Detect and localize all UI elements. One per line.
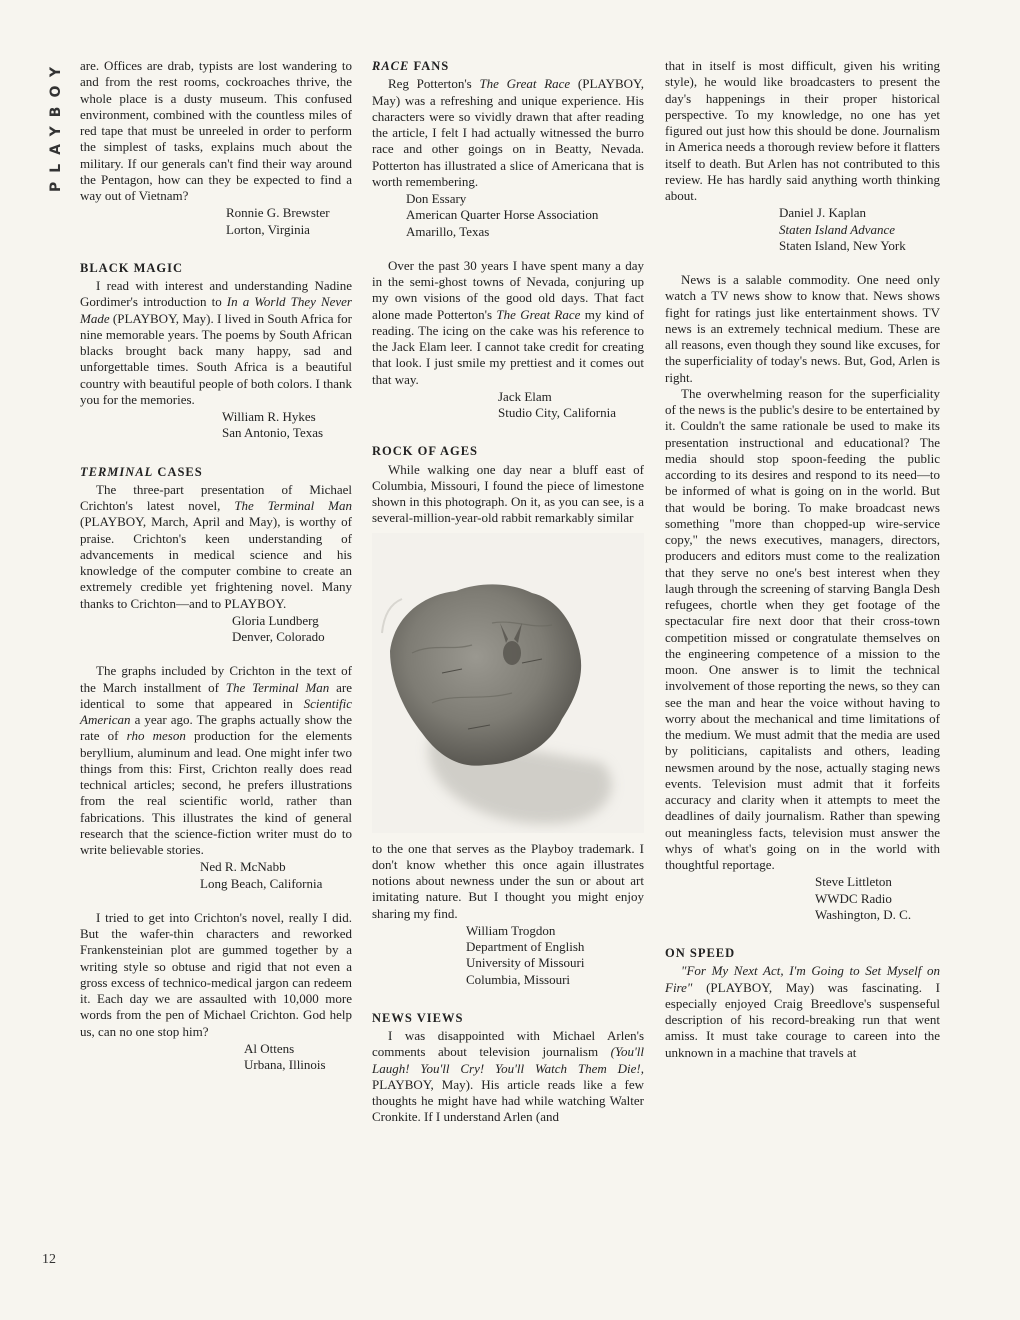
column-1 (80, 58, 352, 1073)
signature-org: American Quarter Horse Association (406, 207, 599, 223)
section-heading: ROCK OF AGES (372, 444, 478, 459)
signature-org: WWDC Radio (815, 890, 892, 906)
signature-place: Denver, Colorado (232, 629, 325, 644)
signature-name: Jack Elam (498, 388, 552, 404)
letter-signature (372, 389, 644, 422)
letter-paragraph: Reg Potterton's The Great Race (PLAYBOY, May) was a refreshing and unique experience. His characters were so vividly drawn that after reading the article, I felt I had actually witnessed the burro race and other goings on in Beatty, Nevada. Potterton has illustrated a slice of Americana that is worth remembering. (372, 76, 645, 189)
limestone-rock-image (372, 533, 644, 833)
column-3 (665, 58, 940, 1061)
letter-signature (80, 205, 352, 238)
letter-paragraph: I read with interest and understanding Nadine Gordimer's introduction to In a World They Never Made (PLAYBOY, May). I lived in South Africa for nine memorable years. The poems by South African blacks brought back many happy, sad and unforgettable times. South Africa is a beautiful country with beautiful people of both colors. I thank you for the memories. (80, 278, 352, 407)
signature-name: Steve Littleton (815, 874, 892, 890)
signature-name: Al Ottens (244, 1040, 295, 1056)
letter-paragraph: are. Offices are drab, typists are lost wandering to and from the rest rooms, cockroaches thrive, the whole place is a dusty museum. This confused environment, combined with the countless miles of red tape that must be unreeled in order to perform the simplest of tasks, explains much about the military. If our generals can't find their way around the Pentagon, how can they be expected to find a way out of Vietnam? (80, 58, 352, 203)
column-2 (372, 58, 644, 1126)
signature-name: Daniel J. Kaplan (779, 205, 867, 221)
signature-place: Urbana, Illinois (244, 1057, 326, 1072)
signature-name: Ned R. McNabb (200, 859, 286, 875)
signature-place: Washington, D. C. (815, 906, 912, 922)
page-number: 12 (42, 1252, 56, 1267)
letter-signature (665, 205, 940, 254)
letter-signature (372, 923, 644, 988)
section-heading: RACE FANS (372, 59, 450, 73)
letter-paragraph: The overwhelming reason for the superficiality of the news is the public's desire to be entertained by it. Couldn't the same rationale be used to make its presentation instructional and educational? The media should stop spoon-feeding the public according to its desires and respond to its need—to be informed of what is going on in the world. But that would be boring. To make broadcast news something "more than chopped-up wire-service copy," the news executives, managers, directors, producers and editors must come to the realization that they serve no one's best interest when they laugh through the screening of starving Bangla Desh refugees, chortle when they get footage of the spectacular fire next door that their cross-town competition missed or congratulate themselves on the engineering competence of a mission to the moon. One answer is to limit the technical involvement of those reporting the news, so they can see the man and hear the voice without having to worry about the mechanical and time limitations of the medium. We must admit that the media are used by politicians, capitalists and others, leading newsmen around by the nose, actually staging news events. Television must admit that it forfeits accuracy and clarity when it attempts to meet the deadlines of daily journalism. Rather than spewing out meaningless facts, television must answer the whys of what's going on in the world with thoughtful reportage. (665, 385, 940, 872)
signature-place: Lorton, Virginia (226, 221, 310, 237)
section-heading: TERMINAL CASES (80, 464, 203, 479)
rabbit-fossil-photo (372, 533, 644, 833)
signature-name: William Trogdon (466, 922, 556, 938)
signature-place: Amarillo, Texas (406, 223, 490, 239)
letter-paragraph: The three-part presentation of Michael Crichton's latest novel, The Terminal Man (PLAYBOY, March, April and May), is worthy of praise. Crichton's keen understanding of advancements in medical science and his knowledge of the computer combine to create an extremely credible yet frightening novel. Many thanks to Crichton—and to PLAYBOY. (80, 481, 353, 611)
section-heading: ON SPEED (665, 946, 736, 960)
letter-paragraph: "For My Next Act, I'm Going to Set Myself on Fire" (PLAYBOY, May) was fascinating. I especially enjoyed Craig Breedlove's suspenseful description of his record-breaking run that went amiss. It must take courage to careen into the unknown in a machine that travels at (665, 963, 941, 1060)
letter-paragraph: to the one that serves as the Playboy trademark. I don't know whether this once again illustrates notions about newness under the sun or about art imitating nature. But I thought you might enjoy sharing my find. (372, 840, 644, 921)
section-heading: NEWS VIEWS (372, 1010, 464, 1025)
letter-paragraph: While walking one day near a bluff east of Columbia, Missouri, I found the piece of limestone shown in this photograph. On it, as you can see, is a several-million-year-old rabbit remarkably similar (372, 461, 644, 526)
letter-paragraph: Over the past 30 years I have spent many a day in the semi-ghost towns of Nevada, conjuring up my own visions of the good old days. That fact alone made Potterton's The Great Race my kind of reading. The icing on the cake was his reference to the Jack Elam leer. I cannot take credit for creating that look. I just smile my prettiest and it comes out that way. (372, 257, 645, 387)
letter-signature (80, 613, 352, 646)
letter-signature (372, 191, 644, 240)
letter-signature (665, 874, 940, 923)
section-heading: BLACK MAGIC (80, 260, 184, 275)
signature-name: Don Essary (406, 191, 467, 206)
signature-org: Staten Island Advance (779, 221, 896, 237)
signature-org: University of Missouri (466, 955, 585, 971)
signature-dept: Department of English (466, 939, 585, 954)
letter-paragraph: The graphs included by Crichton in the text of the March installment of The Terminal Man are identical to some that appeared in Scientific American a year ago. The graphs actually show the rate of rho meson production for the elements beryllium, aluminum and lead. One might infer two things from this: First, Crichton really does read technical articles; second, he prefers illustrations from the real scientific world, rather than fabrications. This illustrates the kind of general research that the science-fiction writer must do to write believable stories. (80, 663, 353, 857)
signature-place: Studio City, California (498, 405, 616, 420)
signature-place: Staten Island, New York (779, 237, 906, 253)
signature-place: San Antonio, Texas (222, 425, 324, 441)
letter-paragraph: I tried to get into Crichton's novel, really I did. But the wafer-thin characters and reworked Frankensteinian plot are gummed together by a writing style so obtuse and rigid that not even a gross excess of technico-medical jargon can redeem it. Each day we are assaulted with 10,000 more words from the pen of Michael Crichton. God help us, can no one stop him? (80, 909, 352, 1039)
signature-place: Columbia, Missouri (466, 971, 571, 987)
magazine-name: PLAYBOY (48, 58, 64, 193)
letter-paragraph: I was disappointed with Michael Arlen's comments about television journalism (You'll Laugh! You'll Cry! You'll Watch Them Die!, PLAYBOY, May). His article reads like a few thoughts he might have had while watching Walter Cronkite. If I understand Arlen (and (372, 1028, 645, 1125)
letter-paragraph: that in itself is most difficult, given his writing style), he would like broadcasters to present the day's happenings in their proper historical perspective. To my knowledge, no one has yet figured out just how this should be done. Journalism in America needs a thorough review before it flatters itself to death. But Arlen has not contributed to this review. He has hardly said anything worth thinking about. (665, 58, 940, 203)
letter-paragraph: News is a salable commodity. One need only watch a TV news show to know that. News shows fight for ratings just like entertainment shows. TV news is an extremely technical medium. These are all reasons, even though they sound like excuses, for the superficiality of today's news. But, God, Arlen is right. (665, 272, 940, 385)
signature-name: Ronnie G. Brewster (226, 205, 330, 221)
signature-name: Gloria Lundberg (232, 612, 319, 628)
letter-signature (80, 859, 352, 892)
signature-place: Long Beach, California (200, 875, 323, 891)
letter-signature (80, 409, 352, 442)
letter-signature (80, 1041, 352, 1074)
signature-name: William R. Hykes (222, 409, 316, 424)
